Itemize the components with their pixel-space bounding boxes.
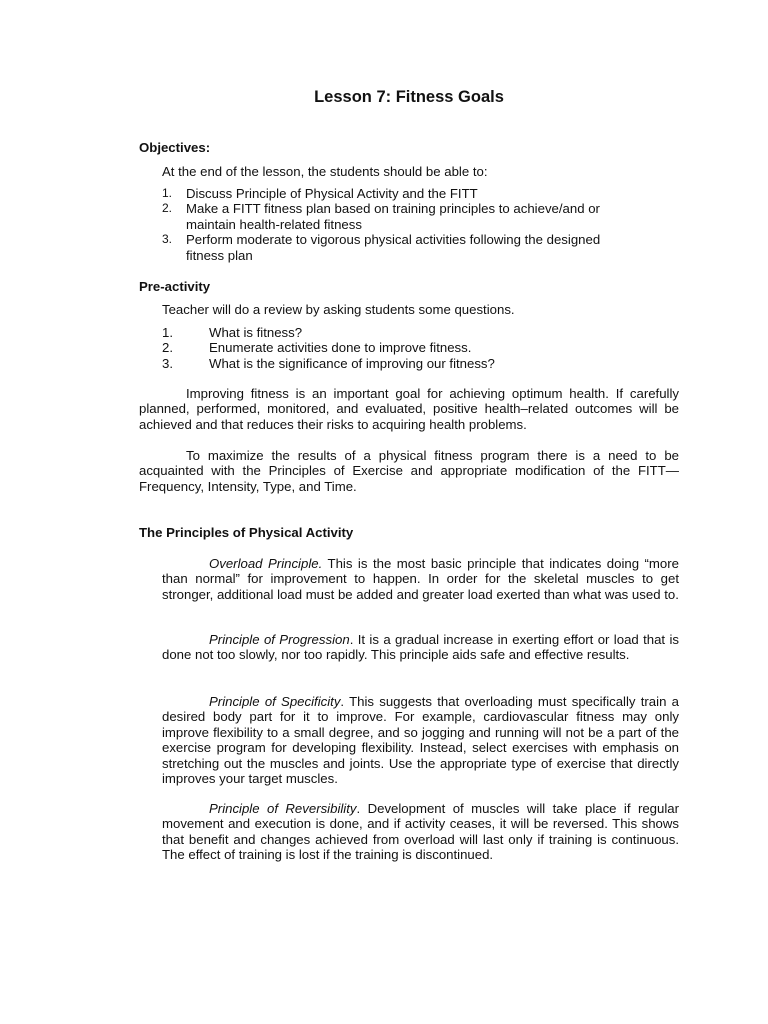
objective-item xyxy=(162,201,622,232)
principle-name: Principle of Specificity xyxy=(209,694,341,709)
objectives-intro: At the end of the lesson, the students should be able to: xyxy=(162,164,488,179)
question-text: What is fitness? xyxy=(209,325,303,340)
principle-name: Principle of Reversibility xyxy=(209,801,357,816)
question-text: Enumerate activities done to improve fitness. xyxy=(209,340,472,356)
pre-activity-questions xyxy=(162,325,682,371)
principle-paragraph xyxy=(162,801,679,863)
pre-activity-intro: Teacher will do a review by asking students some questions. xyxy=(162,302,515,317)
page-title: Lesson 7: Fitness Goals xyxy=(314,88,504,106)
objective-item xyxy=(162,232,622,263)
objective-text: Discuss Principle of Physical Activity and the FITT xyxy=(186,186,478,201)
pre-activity-heading: Pre-activity xyxy=(139,279,211,294)
principle-text: . This suggests that overloading must specifically train a desired body part for it to improve. For example, cardiovascular fitness may only improve flexibility to a small degree, and so jogging and running will not be a part of the exercise program for developing flexibility. Instead, select exercises with emphasis on stretching out the muscles and joints. Use the appropriate type of exercise that directly improves your target muscles. xyxy=(162,694,679,787)
objective-number: 1. xyxy=(162,186,173,200)
principle-text: This is the most basic principle that indicates doing “more than normal” for improvement to happen. In order for the skeletal muscles to get stronger, additional load must be added and greater load exerted than what was used to. xyxy=(162,556,679,602)
question-number: 2. xyxy=(162,340,173,356)
principle-paragraph xyxy=(162,556,679,602)
question-item xyxy=(162,340,682,355)
principle-paragraph xyxy=(162,632,679,663)
question-number: 3. xyxy=(162,355,173,371)
objectives-list xyxy=(162,186,622,263)
objective-number: 3. xyxy=(162,232,173,247)
question-number: 1. xyxy=(162,325,173,340)
question-item xyxy=(162,356,682,371)
objective-item xyxy=(162,186,622,201)
intro-paragraph: Improving fitness is an important goal for achieving optimum health. If carefully planned, performed, monitored, and evaluated, positive health–related outcomes will be achieved and that reduces their risks to acquiring health problems. xyxy=(139,386,679,432)
objectives-heading: Objectives: xyxy=(139,140,211,155)
objective-text: Perform moderate to vigorous physical activities following the designed fitness plan xyxy=(186,232,601,263)
question-text: What is the significance of improving our fitness? xyxy=(209,355,495,371)
objective-text: Make a FITT fitness plan based on training principles to achieve/and or maintain health-related fitness xyxy=(186,201,600,232)
principle-name: Principle of Progression xyxy=(209,632,350,647)
principle-paragraph xyxy=(162,694,679,786)
principles-heading: The Principles of Physical Activity xyxy=(139,525,354,540)
question-item xyxy=(162,325,682,340)
intro-paragraph: To maximize the results of a physical fitness program there is a need to be acquainted with the Principles of Exercise and appropriate modification of the FITT—Frequency, Intensity, Type, and Time. xyxy=(139,448,679,494)
principle-name: Overload Principle. xyxy=(209,556,323,571)
principle-text: . Development of muscles will take place if regular movement and execution is done, and if activity ceases, it will be reversed. This shows that benefit and changes achieved from overload will last only if training is continuous. The effect of training is lost if the training is discontinued. xyxy=(162,801,679,863)
principle-text: . It is a gradual increase in exerting effort or load that is done not too slowly, nor too rapidly. This principle aids safe and effective results. xyxy=(162,632,679,663)
objective-number: 2. xyxy=(162,201,173,216)
